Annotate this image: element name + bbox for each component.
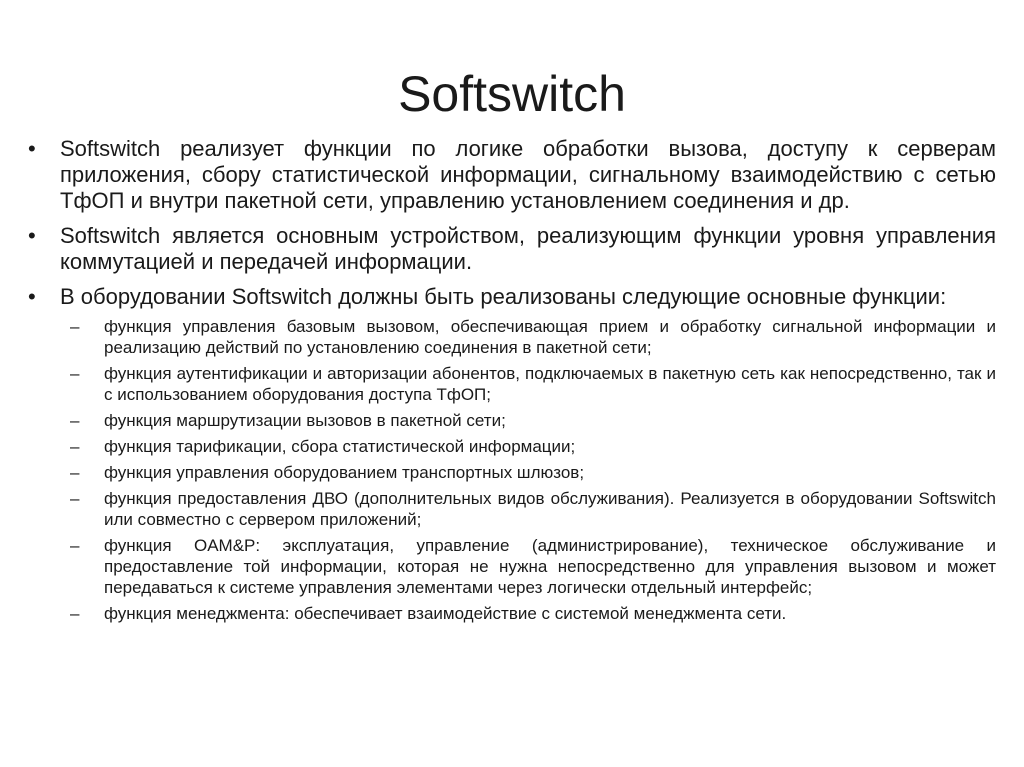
sub-mark: – — [70, 364, 80, 383]
sub-item-text: функция управления базовым вызовом, обеспечивающая прием и обработку сигнальной информации и реализацию действий по установлению соединения в пакетной сети; — [104, 317, 996, 357]
bullet-text: Softswitch является основным устройством, реализующим функции уровня управления коммутацией и передачей информации. — [60, 223, 996, 274]
bullet-text: В оборудовании Softswitch должны быть реализованы следующие основные функции: — [60, 284, 947, 309]
sub-mark: – — [70, 604, 80, 623]
bullet-mark: • — [28, 223, 36, 248]
bullet-item — [28, 136, 996, 214]
slide-title: Softswitch — [398, 66, 626, 122]
bullet-mark: • — [28, 136, 36, 161]
sub-mark: – — [70, 489, 80, 508]
sub-item-text: функция менеджмента: обеспечивает взаимодействие с системой менеджмента сети. — [104, 604, 787, 623]
sub-item-text: функция маршрутизации вызовов в пакетной сети; — [104, 411, 506, 430]
sub-item — [70, 603, 996, 624]
sub-item-text: функция тарификации, сбора статистической информации; — [104, 437, 576, 456]
sub-item — [70, 436, 996, 457]
sub-item — [70, 535, 996, 598]
bullet-text: Softswitch реализует функции по логике обработки вызова, доступу к серверам приложения, сбору статистической информации, сигнальному взаимодействию с сетью ТфОП и внутри пакетной сети, управлению установлением соединения и др. — [60, 136, 996, 213]
bullet-mark: • — [28, 284, 36, 309]
bullet-item — [28, 223, 996, 275]
sub-mark: – — [70, 411, 80, 430]
sub-list — [28, 316, 996, 624]
sub-item — [70, 462, 996, 483]
slide-content — [28, 136, 996, 629]
sub-mark: – — [70, 317, 80, 336]
sub-item — [70, 316, 996, 358]
sub-item — [70, 488, 996, 530]
sub-mark: – — [70, 437, 80, 456]
sub-item — [70, 363, 996, 405]
bullet-item — [28, 284, 996, 310]
sub-item-text: функция OAM&P: эксплуатация, управление (администрирование), техническое обслуживание и предоставление той информации, которая не нужна непосредственно для управления вызовом и может передаваться к системе управления элементами через логически отдельный интерфейс; — [104, 536, 996, 597]
sub-item-text: функция предоставления ДВО (дополнительных видов обслуживания). Реализуется в оборудовании Softswitch или совместно с сервером приложений; — [104, 489, 996, 529]
sub-mark: – — [70, 463, 80, 482]
sub-mark: – — [70, 536, 80, 555]
sub-item-text: функция аутентификации и авторизации абонентов, подключаемых в пакетную сеть как непосредственно, так и с использованием оборудования доступа ТфОП; — [104, 364, 996, 404]
sub-item-text: функция управления оборудованием транспортных шлюзов; — [104, 463, 585, 482]
sub-item — [70, 410, 996, 431]
